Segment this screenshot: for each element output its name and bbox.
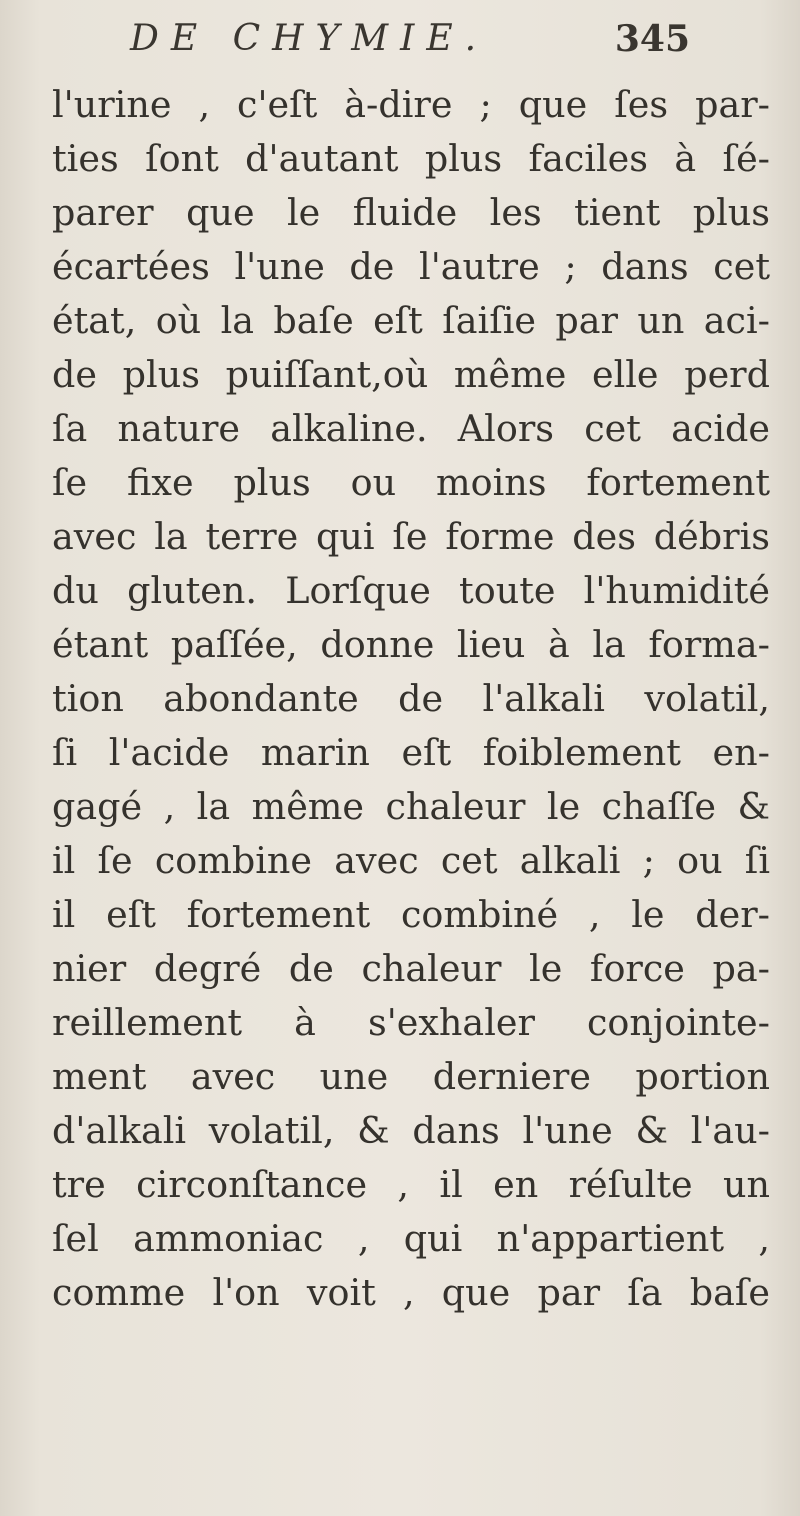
text-line: comme l'on voit , que par ſa baſe xyxy=(52,1271,770,1314)
text-line: ſe fixe plus ou moins fortement xyxy=(52,461,770,504)
text-line: ties ſont d'autant plus faciles à ſé- xyxy=(52,137,770,180)
text-line: tion abondante de l'alkali volatil, xyxy=(52,677,770,720)
running-title: DE CHYMIE. xyxy=(130,18,489,59)
body-text xyxy=(52,78,770,1320)
text-line: écartées l'une de l'autre ; dans cet xyxy=(52,245,770,288)
text-line: de plus puiſſant,où même elle perd xyxy=(52,353,770,396)
text-line: gagé , la même chaleur le chaſſe & xyxy=(52,785,770,828)
text-line: nier degré de chaleur le force pa- xyxy=(52,947,770,990)
text-line: étant paſſée, donne lieu à la forma- xyxy=(52,623,770,666)
text-line: ſel ammoniac , qui n'appartient , xyxy=(52,1217,770,1260)
text-line: avec la terre qui ſe forme des débris xyxy=(52,515,770,558)
text-line: d'alkali volatil, & dans l'une & l'au- xyxy=(52,1109,770,1152)
page-header xyxy=(130,18,690,68)
text-line: ſa nature alkaline. Alors cet acide xyxy=(52,407,770,450)
text-line: il ſe combine avec cet alkali ; ou ſi xyxy=(52,839,770,882)
text-line: du gluten. Lorſque toute l'humidité xyxy=(52,569,770,612)
text-line: état, où la baſe eſt ſaiſie par un aci- xyxy=(52,299,770,342)
text-line: ment avec une derniere portion xyxy=(52,1055,770,1098)
text-line: reillement à s'exhaler conjointe- xyxy=(52,1001,770,1044)
text-line: parer que le fluide les tient plus xyxy=(52,191,770,234)
text-line: il eſt fortement combiné , le der- xyxy=(52,893,770,936)
page-number: 345 xyxy=(614,18,690,60)
text-line: tre circonſtance , il en réſulte un xyxy=(52,1163,770,1206)
text-line: l'urine , c'eſt à-dire ; que ſes par- xyxy=(52,83,770,126)
text-line: ſi l'acide marin eſt foiblement en- xyxy=(52,731,770,774)
